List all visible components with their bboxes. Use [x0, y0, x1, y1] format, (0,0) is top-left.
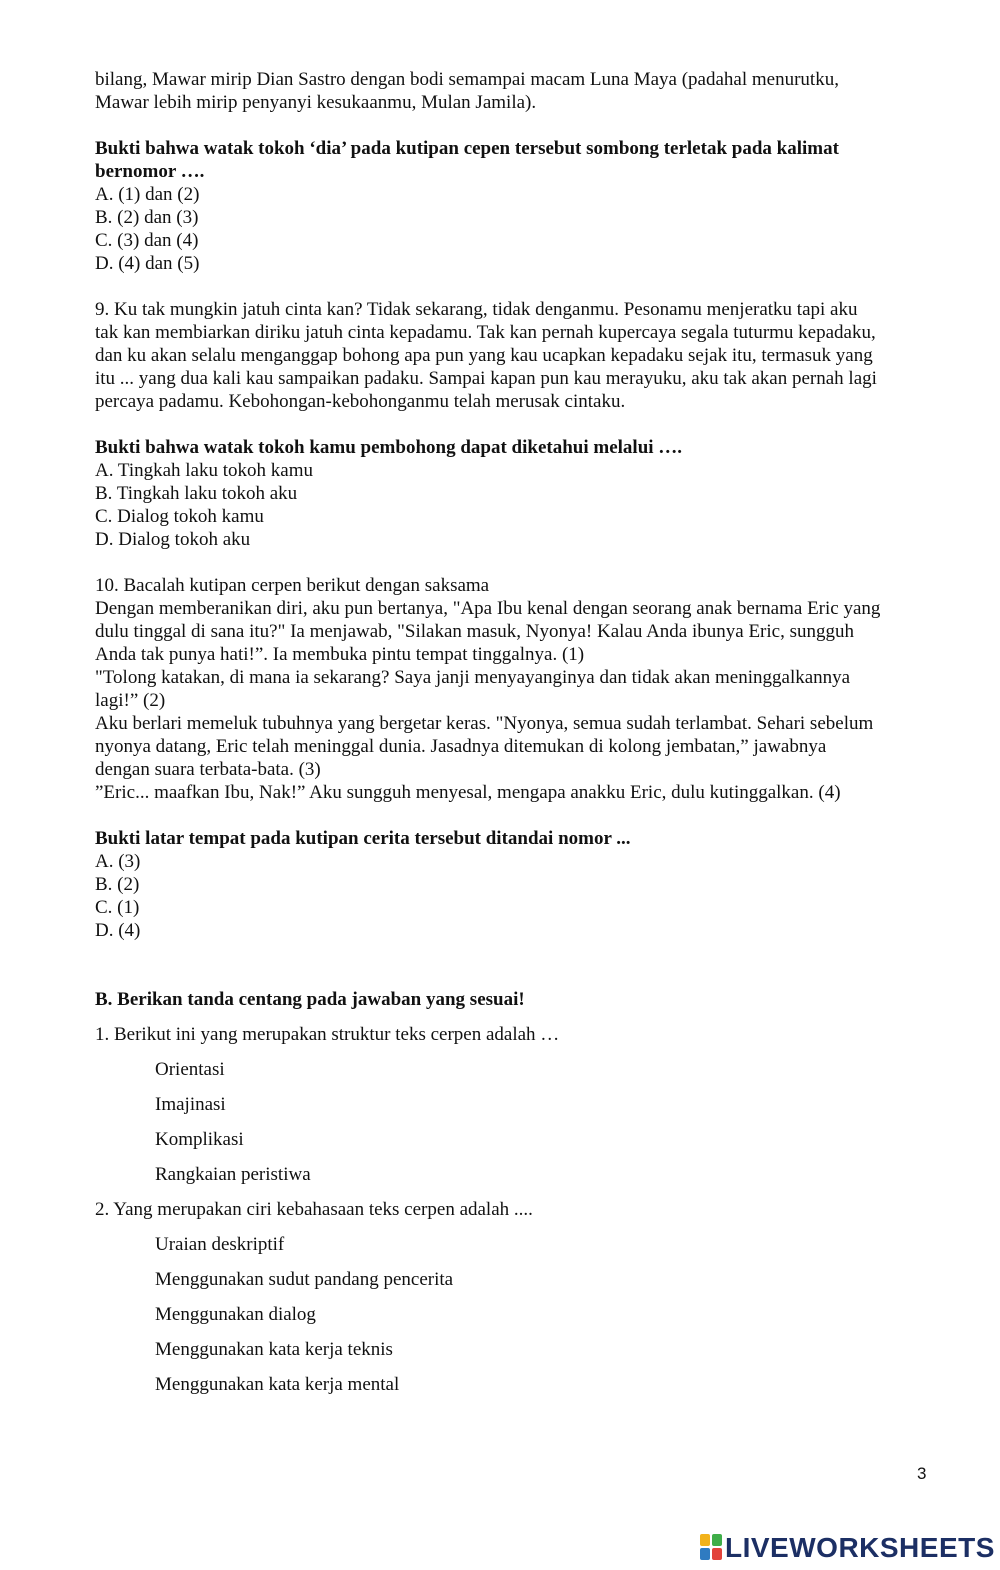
question-9-text: Bukti bahwa watak tokoh kamu pembohong dapat diketahui melalui ….	[95, 437, 683, 458]
intro-line: Mawar lebih mirip penyanyi kesukaanmu, Mulan Jamila).	[95, 92, 537, 113]
passage-line: nyonya datang, Eric telah meninggal dunia. Jasadnya ditemukan di kolong jembatan,” jawabnya	[95, 736, 827, 757]
option-b[interactable]: B. (2)	[95, 874, 140, 895]
passage-line: itu ... yang dua kali kau sampaikan padaku. Sampai kapan pun kau merayuku, aku tak akan pernah lagi	[95, 368, 877, 389]
section-b-question-2: 2. Yang merupakan ciri kebahasaan teks cerpen adalah ....	[95, 1199, 533, 1220]
checkbox-choice[interactable]: Imajinasi	[155, 1094, 226, 1115]
question-10-text: Bukti latar tempat pada kutipan cerita tersebut ditandai nomor ...	[95, 828, 631, 849]
passage-line: lagi!” (2)	[95, 690, 166, 711]
passage-line: tak kan membiarkan diriku jatuh cinta kepadamu. Tak kan pernah kupercaya segala tuturmu kepadaku,	[95, 322, 876, 343]
section-b	[95, 988, 935, 1397]
option-b[interactable]: B. Tingkah laku tokoh aku	[95, 483, 298, 504]
question-9	[95, 298, 935, 551]
checkbox-choice[interactable]: Menggunakan sudut pandang pencerita	[155, 1269, 454, 1290]
checkbox-choice[interactable]: Komplikasi	[155, 1129, 244, 1150]
checkbox-choice[interactable]: Uraian deskriptif	[155, 1234, 285, 1255]
option-d[interactable]: D. (4)	[95, 920, 141, 941]
question-8-text: Bukti bahwa watak tokoh ‘dia’ pada kutipan cepen tersebut sombong terletak pada kalimat	[95, 138, 839, 159]
question-8	[95, 137, 935, 275]
option-a[interactable]: A. (3)	[95, 851, 141, 872]
logo-square-icon	[700, 1548, 710, 1560]
option-d[interactable]: D. Dialog tokoh aku	[95, 529, 251, 550]
passage-line: dengan suara terbata-bata. (3)	[95, 759, 321, 780]
checkbox-choice[interactable]: Menggunakan kata kerja teknis	[155, 1339, 393, 1360]
checkbox-choice[interactable]: Rangkaian peristiwa	[155, 1164, 311, 1185]
worksheet-page	[95, 68, 935, 1408]
option-a[interactable]: A. (1) dan (2)	[95, 184, 200, 205]
passage-line: Anda tak punya hati!”. Ia membuka pintu tempat tinggalnya. (1)	[95, 644, 585, 665]
checkbox-choice[interactable]: Orientasi	[155, 1059, 225, 1080]
option-a[interactable]: A. Tingkah laku tokoh kamu	[95, 460, 313, 481]
logo-square-icon	[712, 1534, 722, 1546]
logo-square-icon	[712, 1548, 722, 1560]
passage-line: ”Eric... maafkan Ibu, Nak!” Aku sungguh menyesal, mengapa anakku Eric, dulu kutinggalkan. (4)	[95, 782, 841, 803]
question-8-text: bernomor ….	[95, 161, 205, 182]
liveworksheets-logo-icon	[700, 1534, 722, 1560]
option-c[interactable]: C. (3) dan (4)	[95, 230, 199, 251]
option-c[interactable]: C. Dialog tokoh kamu	[95, 506, 264, 527]
brand-name: LIVEWORKSHEETS	[725, 1531, 995, 1563]
passage-line: Dengan memberanikan diri, aku pun bertanya, "Apa Ibu kenal dengan seorang anak bernama Eric yang	[95, 598, 881, 619]
section-b-question-1: 1. Berikut ini yang merupakan struktur teks cerpen adalah …	[95, 1024, 560, 1045]
passage-line: dulu tinggal di sana itu?" Ia menjawab, "Silakan masuk, Nyonya! Kalau Anda ibunya Eric, sungguh	[95, 621, 854, 642]
checkbox-choice[interactable]: Menggunakan dialog	[155, 1304, 316, 1325]
option-b[interactable]: B. (2) dan (3)	[95, 207, 199, 228]
passage-line: Aku berlari memeluk tubuhnya yang bergetar keras. "Nyonya, semua sudah terlambat. Sehari sebelum	[95, 713, 874, 734]
checkbox-choice[interactable]: Menggunakan kata kerja mental	[155, 1374, 400, 1395]
passage-line: 10. Bacalah kutipan cerpen berikut dengan saksama	[95, 575, 490, 596]
section-b-heading: B. Berikan tanda centang pada jawaban yang sesuai!	[95, 989, 525, 1010]
option-c[interactable]: C. (1)	[95, 897, 140, 918]
page-number: 3	[917, 1464, 927, 1483]
intro-line: bilang, Mawar mirip Dian Sastro dengan bodi semampai macam Luna Maya (padahal menurutku,	[95, 69, 839, 90]
intro-passage	[95, 68, 935, 114]
passage-line: dan ku akan selalu menganggap bohong apa pun yang kau ucapkan kepadaku sejak itu, termasuk yang	[95, 345, 873, 366]
passage-line: 9. Ku tak mungkin jatuh cinta kan? Tidak sekarang, tidak denganmu. Pesonamu menjeratku tapi aku	[95, 299, 858, 320]
passage-line: "Tolong katakan, di mana ia sekarang? Saya janji menyayanginya dan tidak akan meninggalkannya	[95, 667, 851, 688]
option-d[interactable]: D. (4) dan (5)	[95, 253, 200, 274]
passage-line: percaya padamu. Kebohongan-kebohonganmu telah merusak cintaku.	[95, 391, 626, 412]
logo-square-icon	[700, 1534, 710, 1546]
liveworksheets-logo[interactable]	[700, 1532, 995, 1562]
question-10	[95, 574, 935, 942]
